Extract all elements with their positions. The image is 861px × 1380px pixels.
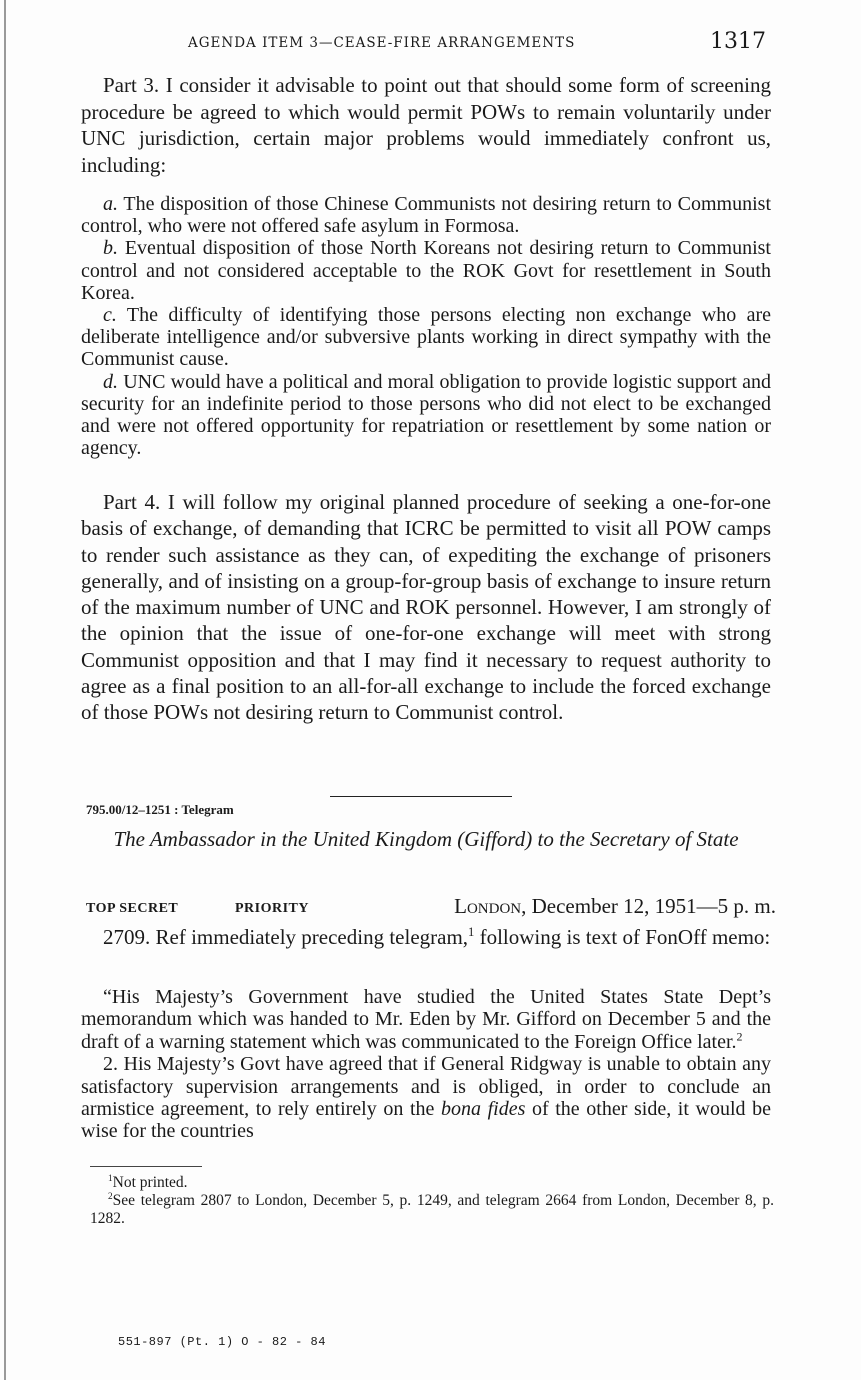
footnote-ref: 1 [468, 925, 475, 939]
printer-code: 551-897 (Pt. 1) O - 82 - 84 [118, 1335, 326, 1349]
telegram-intro: 2709. Ref immediately preceding telegram,$^1$ following is text of FonOff memo: [103, 925, 771, 949]
dateline: London, December 12, 1951—5 p. m. [454, 894, 776, 918]
part3-intro: Part 3. I consider it advisable to point out that should some form of screening procedure be agreed to which would permit POWs to remain voluntarily under UNC jurisdiction, certain major problems would immediately confront us, including: [81, 73, 771, 177]
memo-paragraph: 2. His Majesty’s Govt have agreed that if General Ridgway is unable to obtain any satisfactory supervision arrangements and is obliged, in order to conclude an armistice agreement, to rely entirely on the bona fides of the other side, it would be wise for the countries [81, 1053, 771, 1143]
document-heading: The Ambassador in the United Kingdom (Gifford) to the Secretary of State [113, 827, 739, 851]
item-text: UNC would have a political and moral obligation to provide logistic support and security for an indefinite period to those persons who did not elect to be exchanged and were not offered opportunity for repatriation or resettlement by some nation or agency. [81, 370, 771, 460]
footnote-1: $^1$Not printed. [108, 1173, 188, 1191]
classification: TOP SECRET [86, 901, 179, 916]
place: London [454, 894, 522, 918]
item-text: The difficulty of identifying those persons electing non exchange who are deliberate intelligence and/or subversive plants working in direct sympathy with the Communist cause. [81, 304, 771, 371]
footnote-rule [90, 1166, 202, 1167]
item-letter: c. [103, 304, 117, 327]
running-title: AGENDA ITEM 3—CEASE-FIRE ARRANGEMENTS [188, 35, 576, 51]
item-text: The disposition of those Chinese Communists not desiring return to Communist control, who were not offered safe asylum in Formosa. [81, 193, 772, 238]
list-item [81, 304, 771, 371]
item-letter: b. [103, 237, 118, 260]
footnote-ref: 2 [736, 1029, 743, 1044]
list-item [81, 237, 771, 304]
page-number: 1317 [710, 29, 766, 54]
running-header [180, 29, 770, 61]
ambassador-name: Gifford [464, 827, 526, 851]
section-divider [330, 796, 512, 797]
part4-paragraph: Part 4. I will follow my original planned procedure of seeking a one-for-one basis of exchange, of demanding that ICRC be permitted to visit all POW camps to render such assistance as they can, of expediting the exchange of prisoners generally, and of insisting on a group-for-group basis of exchange to insure return of the maximum number of UNC and ROK personnel. However, I am strongly of the opinion that the issue of one-for-one exchange will meet with strong Communist opposition and that I may find it necessary to request authority to agree as a final position to an all-for-all exchange to include the forced exchange of those POWs not desiring return to Communist control. [81, 490, 771, 725]
memo-paragraph: “His Majesty’s Government have studied the United States State Dept’s memorandum which was handed to Mr. Eden by Mr. Gifford on December 5 and the draft of a warning statement which was communicated to the Foreign Office later.$^2$ [81, 986, 771, 1053]
item-text: Eventual disposition of those North Koreans not desiring return to Communist control and not considered acceptable to the ROK Govt for resettlement in South Korea. [81, 237, 771, 304]
page-edge-shadow [4, 0, 6, 1380]
footnote-2: $^2$See telegram 2807 to London, December 5, p. 1249, and telegram 2664 from London, December 8, p. 1282. [90, 1191, 774, 1227]
priority: PRIORITY [235, 901, 310, 916]
list-item [81, 371, 771, 460]
classification-line [86, 894, 776, 920]
file-reference: 795.00/12–1251 : Telegram [86, 802, 234, 817]
item-letter: a. [103, 193, 118, 215]
list-item [81, 193, 771, 237]
part3-list [81, 193, 771, 459]
memo-text [81, 986, 771, 1143]
item-letter: d. [103, 370, 118, 393]
